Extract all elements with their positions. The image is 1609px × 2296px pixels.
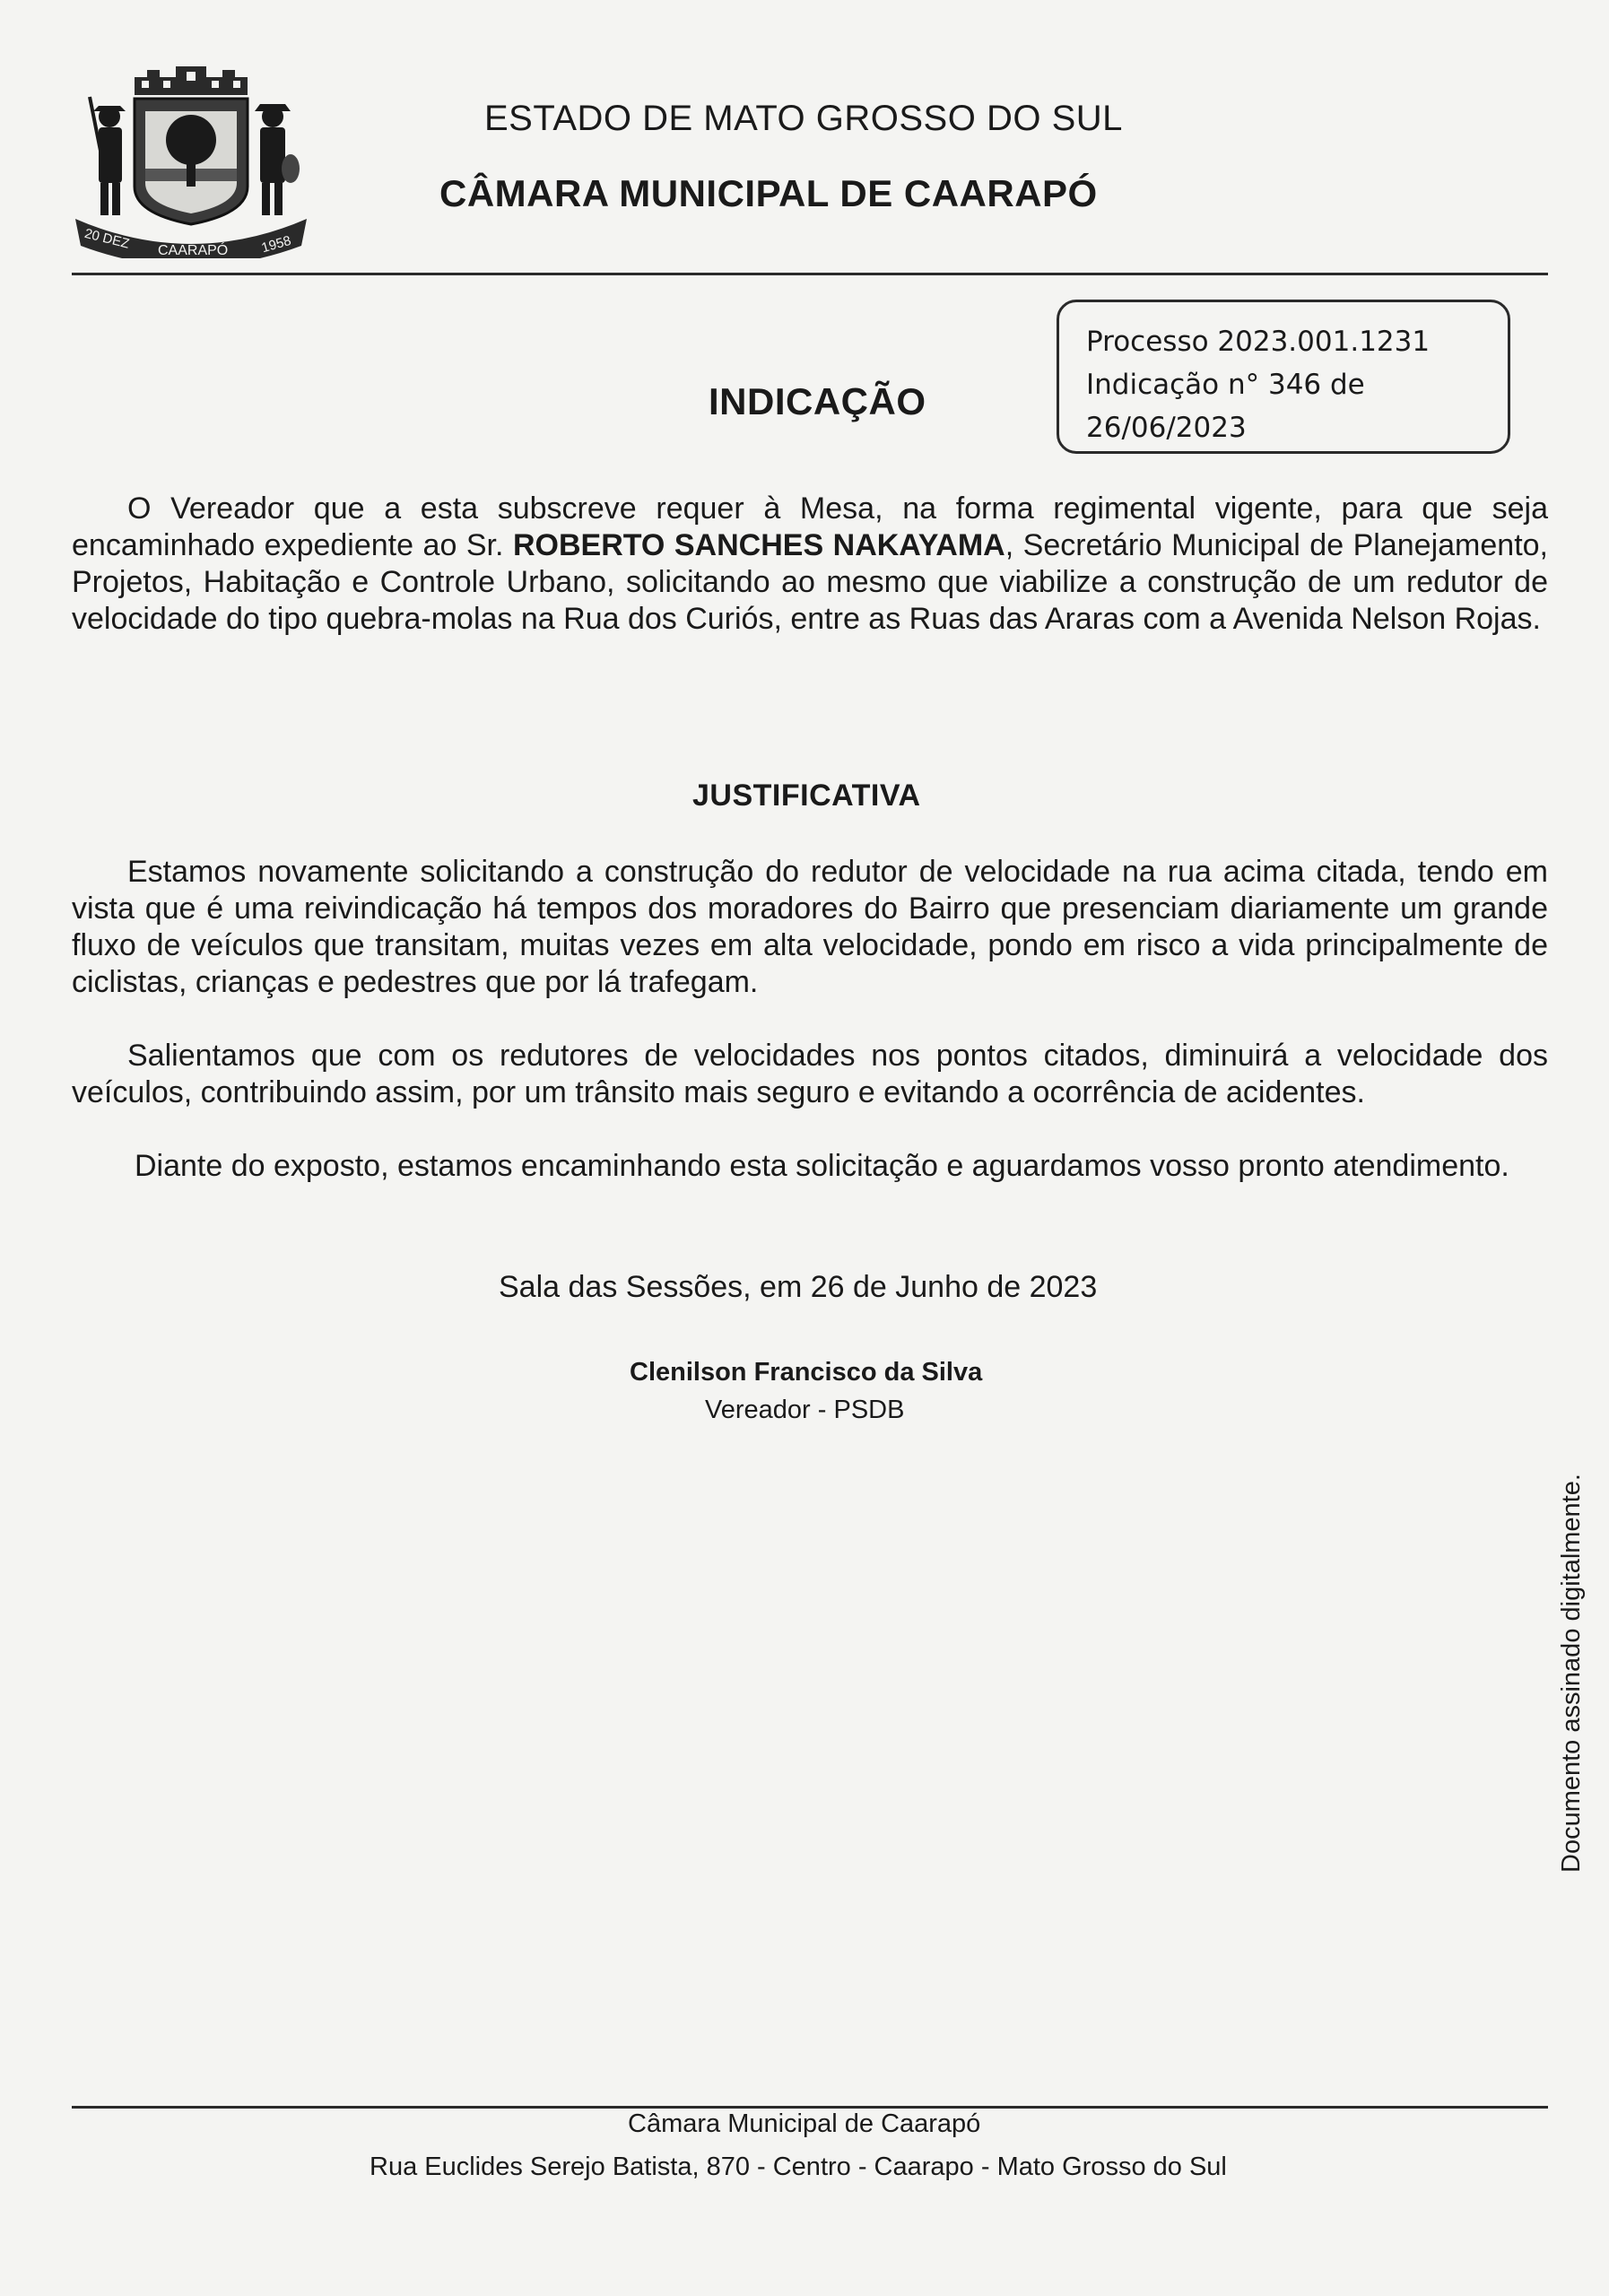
place-and-date: Sala das Sessões, em 26 de Junho de 2023: [499, 1270, 1098, 1304]
protocol-indication-number: Indicação n° 346 de: [1086, 369, 1365, 401]
header-divider: [72, 273, 1548, 275]
justification-title: JUSTIFICATIVA: [692, 778, 921, 813]
municipal-coat-of-arms: [70, 61, 312, 258]
svg-text:1958: 1958: [259, 232, 293, 257]
justification-paragraph: Estamos novamente solicitando a construção do redutor de velocidade na rua acima citada, tendo em vista que é uma reivindicação há tempos dos moradores do Bairro que presenciam diariamente um grande fluxo de veículos que transitam, muitas vezes em alta velocidade, pondo em risco a vida principalmente de ciclistas, crianças e pedestres que por lá trafegam.: [72, 855, 1548, 999]
protocol-stamp: [1057, 300, 1510, 454]
justification-paragraph: Salientamos que com os redutores de velocidades nos pontos citados, diminuirá a velocidade dos veículos, contribuindo assim, por um trânsito mais seguro e evitando a ocorrência de acidentes.: [72, 1039, 1548, 1109]
protocol-process-number: Processo 2023.001.1231: [1086, 326, 1431, 358]
footer-divider: [72, 2106, 1548, 2109]
signer-role: Vereador - PSDB: [705, 1396, 905, 1424]
state-name: ESTADO DE MATO GROSSO DO SUL: [484, 99, 1123, 138]
svg-text:20 DEZ: 20 DEZ: [83, 225, 131, 252]
signer-name: Clenilson Francisco da Silva: [630, 1358, 983, 1387]
svg-text:CAARAPÓ: CAARAPÓ: [158, 243, 229, 258]
request-text-end: , Secretário Municipal de Planejamento, Projetos, Habitação e Controle Urbano, solicitando ao mesmo que viabilize a construção de um redutor de velocidade do tipo quebra-molas na Rua dos Curiós, entre as Ruas das Araras com a Avenida Nelson Rojas.: [72, 528, 1548, 636]
request-paragraph: [72, 491, 1548, 638]
request-text-start: O Vereador que a esta subscreve requer à Mesa, na forma regimental vigente, para que seja encaminhado expediente ao Sr.: [72, 491, 1548, 562]
footer-institution: Câmara Municipal de Caarapó: [628, 2109, 981, 2138]
protocol-date: 26/06/2023: [1086, 412, 1247, 444]
addressee-name: ROBERTO SANCHES NAKAYAMA: [512, 528, 1005, 562]
document-title: INDICAÇÃO: [709, 380, 926, 422]
chamber-name: CÂMARA MUNICIPAL DE CAARAPÓ: [439, 172, 1098, 214]
justification-paragraph: Diante do exposto, estamos encaminhando esta solicitação e aguardamos vosso pronto atendimento.: [135, 1149, 1509, 1183]
digital-signature-note: Documento assinado digitalmente.: [1557, 1474, 1586, 1873]
footer-address: Rua Euclides Serejo Batista, 870 - Centro - Caarapo - Mato Grosso do Sul: [370, 2152, 1227, 2181]
